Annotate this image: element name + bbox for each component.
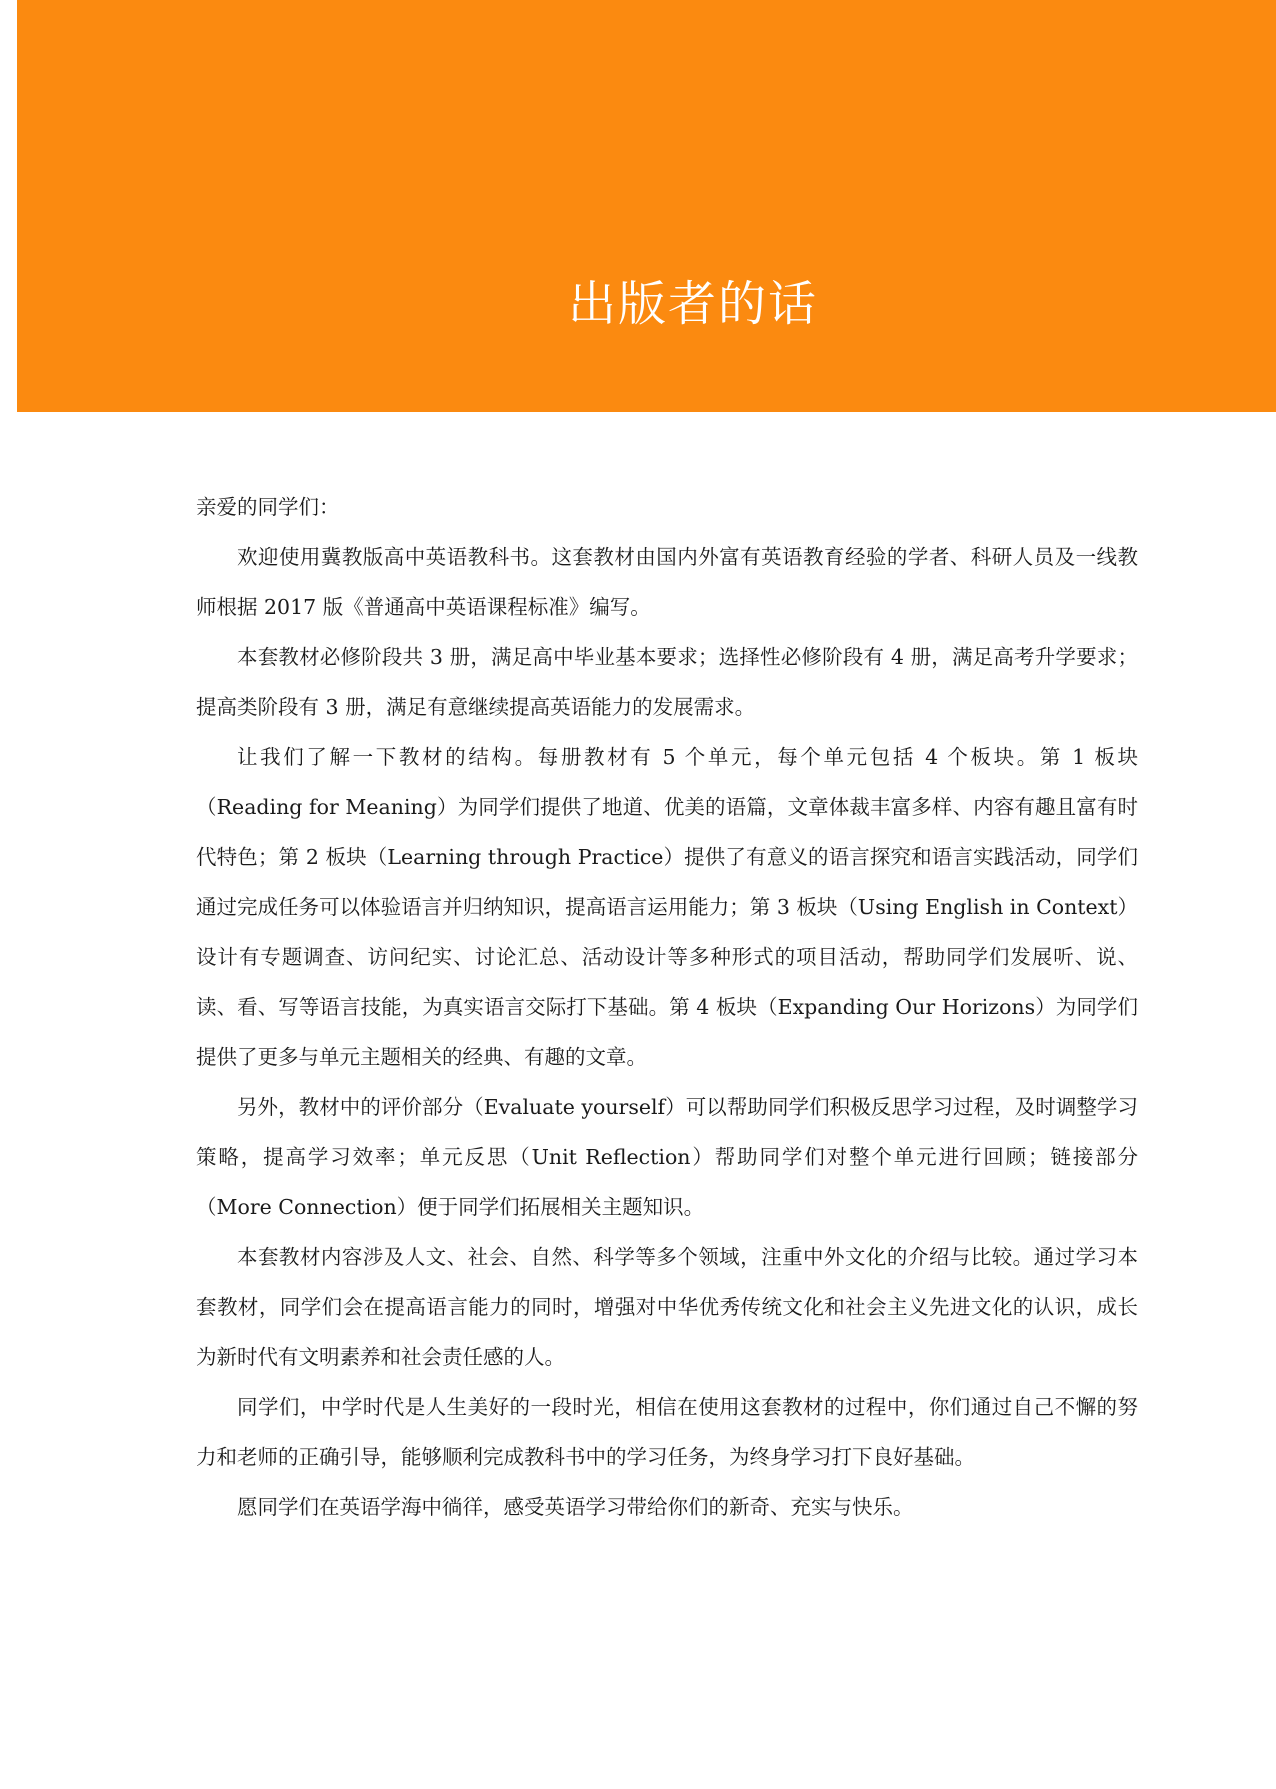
paragraph-volumes: 本套教材必修阶段共 3 册，满足高中毕业基本要求；选择性必修阶段有 4 册，满足高考升学要求；提高类阶段有 3 册，满足有意继续提高英语能力的发展需求。 xyxy=(196,645,1138,719)
paragraph-evaluation: 另外，教材中的评价部分（Evaluate yourself）可以帮助同学们积极反思学习过程，及时调整学习策略，提高学习效率；单元反思（Unit Reflection）帮助同学们对整个单元进行回顾；链接部分（More Connection）便于同学们拓展相关主题知识。 xyxy=(196,1095,1138,1219)
paragraph-content: 本套教材内容涉及人文、社会、自然、科学等多个领域，注重中外文化的介绍与比较。通过学习本套教材，同学们会在提高语言能力的同时，增强对中华优秀传统文化和社会主义先进文化的认识，成长为新时代有文明素养和社会责任感的人。 xyxy=(196,1245,1138,1369)
page-title: 出版者的话 xyxy=(567,276,818,332)
letter-body xyxy=(196,482,1138,1532)
paragraph-welcome: 欢迎使用冀教版高中英语教科书。这套教材由国内外富有英语教育经验的学者、科研人员及一线教师根据 2017 版《普通高中英语课程标准》编写。 xyxy=(196,545,1138,619)
paragraph-encouragement: 同学们，中学时代是人生美好的一段时光，相信在使用这套教材的过程中，你们通过自己不懈的努力和老师的正确引导，能够顺利完成教科书中的学习任务，为终身学习打下良好基础。 xyxy=(196,1395,1138,1469)
paragraph-structure: 让我们了解一下教材的结构。每册教材有 5 个单元，每个单元包括 4 个板块。第 1 板块（Reading for Meaning）为同学们提供了地道、优美的语篇，文章体裁丰富多样、内容有趣且富有时代特色；第 2 板块（Learning through Practice）提供了有意义的语言探究和语言实践活动，同学们通过完成任务可以体验语言并归纳知识，提高语言运用能力；第 3 板块（Using English in Context）设计有专题调查、访问纪实、讨论汇总、活动设计等多种形式的项目活动，帮助同学们发展听、说、读、看、写等语言技能，为真实语言交际打下基础。第 4 板块（Expanding Our Horizons）为同学们提供了更多与单元主题相关的经典、有趣的文章。 xyxy=(196,745,1138,1069)
letter-salutation: 亲爱的同学们： xyxy=(196,495,340,519)
header-banner xyxy=(17,0,1276,412)
paragraph-closing: 愿同学们在英语学海中徜徉，感受英语学习带给你们的新奇、充实与快乐。 xyxy=(237,1495,914,1519)
